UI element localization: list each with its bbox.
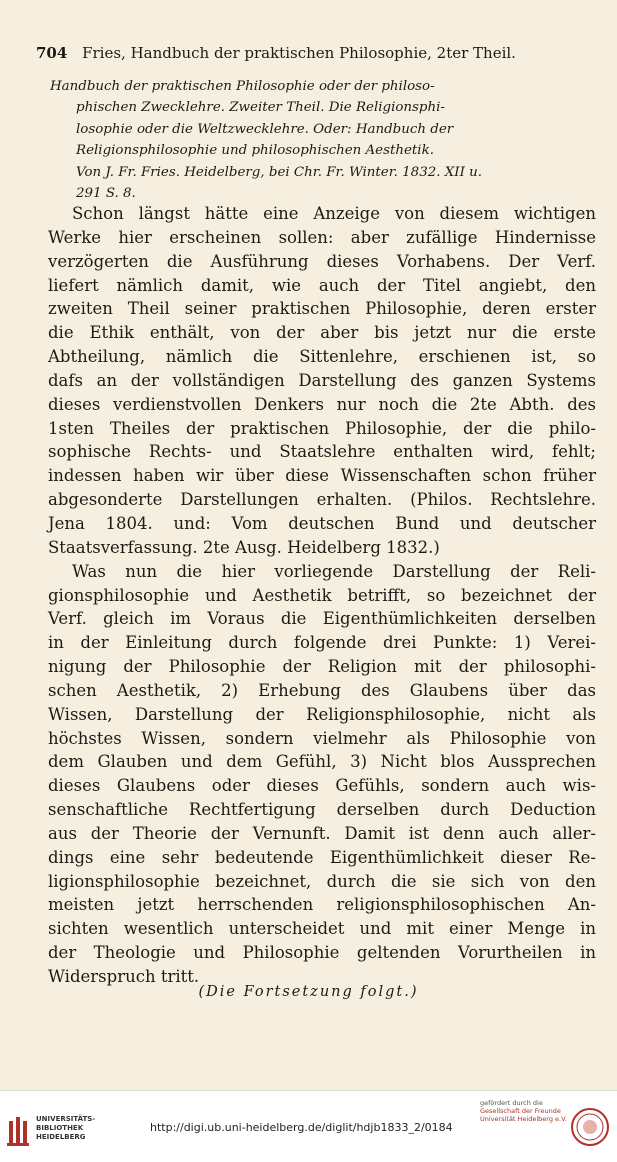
body-line: indessen haben wir über diese Wissenschaften schon früher: [48, 466, 596, 486]
body-line: höchstes Wissen, sondern vielmehr als Philosophie von: [48, 728, 596, 748]
body-line: ligionsphilosophie bezeichnet, durch die sie sich von den: [48, 871, 596, 891]
body-line: verzögerten die Ausführung dieses Vorhabens. Der Verf.: [48, 251, 596, 271]
university-library-logo-icon: [6, 1113, 40, 1149]
university-seal-icon: [570, 1107, 610, 1147]
body-line: zweiten Theil seiner praktischen Philosophie, deren erster: [48, 299, 596, 319]
body-line: dieses verdienstvollen Denkers nur noch die 2te Abth. des: [48, 394, 596, 414]
running-header: [36, 44, 576, 62]
citation-line: losophie oder die Weltzwecklehre. Oder: Handbuch der: [76, 121, 454, 137]
digitization-footer: [0, 1090, 617, 1162]
review-body-text: [48, 202, 596, 989]
body-line: nigung der Philosophie der Religion mit der philosophi-: [48, 657, 596, 677]
body-line: Jena 1804. und: Vom deutschen Bund und deutscher: [48, 513, 596, 533]
body-line: liefert nämlich damit, wie auch der Titel angiebt, den: [48, 275, 596, 295]
permalink-url[interactable]: http://digi.ub.uni-heidelberg.de/diglit/hdjb1833_2/0184: [150, 1121, 453, 1134]
continuation-note: (Die Fortsetzung folgt.): [198, 984, 419, 1000]
body-line: abgesonderte Darstellungen erhalten. (Philos. Rechtslehre.: [48, 490, 596, 510]
body-line: sichten wesentlich unterscheidet und mit einer Menge in: [48, 919, 596, 939]
body-line: dieses Glaubens oder dieses Gefühls, sondern auch wis-: [48, 776, 596, 796]
page-number: 704: [36, 44, 68, 62]
body-line: in der Einleitung durch folgende drei Punkte: 1) Verei-: [48, 633, 596, 653]
body-line: Staatsverfassung. 2te Ausg. Heidelberg 1832.): [48, 537, 440, 557]
body-line: schen Aesthetik, 2) Erhebung des Glaubens über das: [48, 680, 596, 700]
body-line: aus der Theorie der Vernunft. Damit ist denn auch aller-: [48, 823, 596, 843]
body-line: dafs an der vollständigen Darstellung des ganzen Systems: [48, 370, 596, 390]
body-line: Abtheilung, nämlich die Sittenlehre, erschienen ist, so: [48, 347, 596, 367]
running-title: Fries, Handbuch der praktischen Philosophie, 2ter Theil.: [82, 44, 516, 62]
library-name: UNIVERSITÄTS- BIBLIOTHEK HEIDELBERG: [36, 1115, 96, 1141]
body-line: dem Glauben und dem Gefühl, 3) Nicht blos Aussprechen: [48, 752, 596, 772]
bibliographic-citation: [50, 76, 598, 204]
citation-line: phischen Zwecklehre. Zweiter Theil. Die Religionsphi-: [76, 100, 445, 116]
body-line: meisten jetzt herrschenden religionsphilosophischen An-: [48, 895, 596, 915]
citation-line: Von J. Fr. Fries. Heidelberg, bei Chr. Fr. Winter. 1832. XII u.: [76, 164, 482, 180]
body-line: Schon längst hätte eine Anzeige von diesem wichtigen: [72, 204, 596, 223]
body-line: gionsphilosophie und Aesthetik betrifft, so bezeichnet der: [48, 585, 596, 605]
body-line: Widerspruch tritt.: [48, 967, 200, 986]
body-line: Wissen, Darstellung der Religionsphilosophie, nicht als: [48, 704, 596, 724]
body-line: Werke hier erscheinen sollen: aber zufällige Hindernisse: [48, 227, 596, 247]
sponsor-note: gefördert durch die Gesellschaft der Freunde Universität Heidelberg e.V.: [480, 1099, 567, 1123]
body-line: Was nun die hier vorliegende Darstellung der Reli-: [72, 561, 596, 581]
body-line: die Ethik enthält, von der aber bis jetzt nur die erste: [48, 323, 596, 343]
citation-line: Religionsphilosophie und philosophischen Aesthetik.: [76, 143, 434, 159]
body-line: Verf. gleich im Voraus die Eigenthümlichkeiten derselben: [48, 609, 596, 629]
citation-line: Handbuch der praktischen Philosophie oder der philoso-: [50, 79, 435, 94]
body-line: der Theologie und Philosophie geltenden Vorurtheilen in: [48, 943, 596, 963]
body-line: senschaftliche Rechtfertigung derselben durch Deduction: [48, 800, 596, 820]
body-line: 1sten Theiles der praktischen Philosophie, der die philo-: [48, 418, 596, 438]
citation-line: 291 S. 8.: [76, 186, 136, 202]
body-line: dings eine sehr bedeutende Eigenthümlichkeit dieser Re-: [48, 847, 596, 867]
body-line: sophische Rechts- und Staatslehre enthalten wird, fehlt;: [48, 442, 596, 462]
